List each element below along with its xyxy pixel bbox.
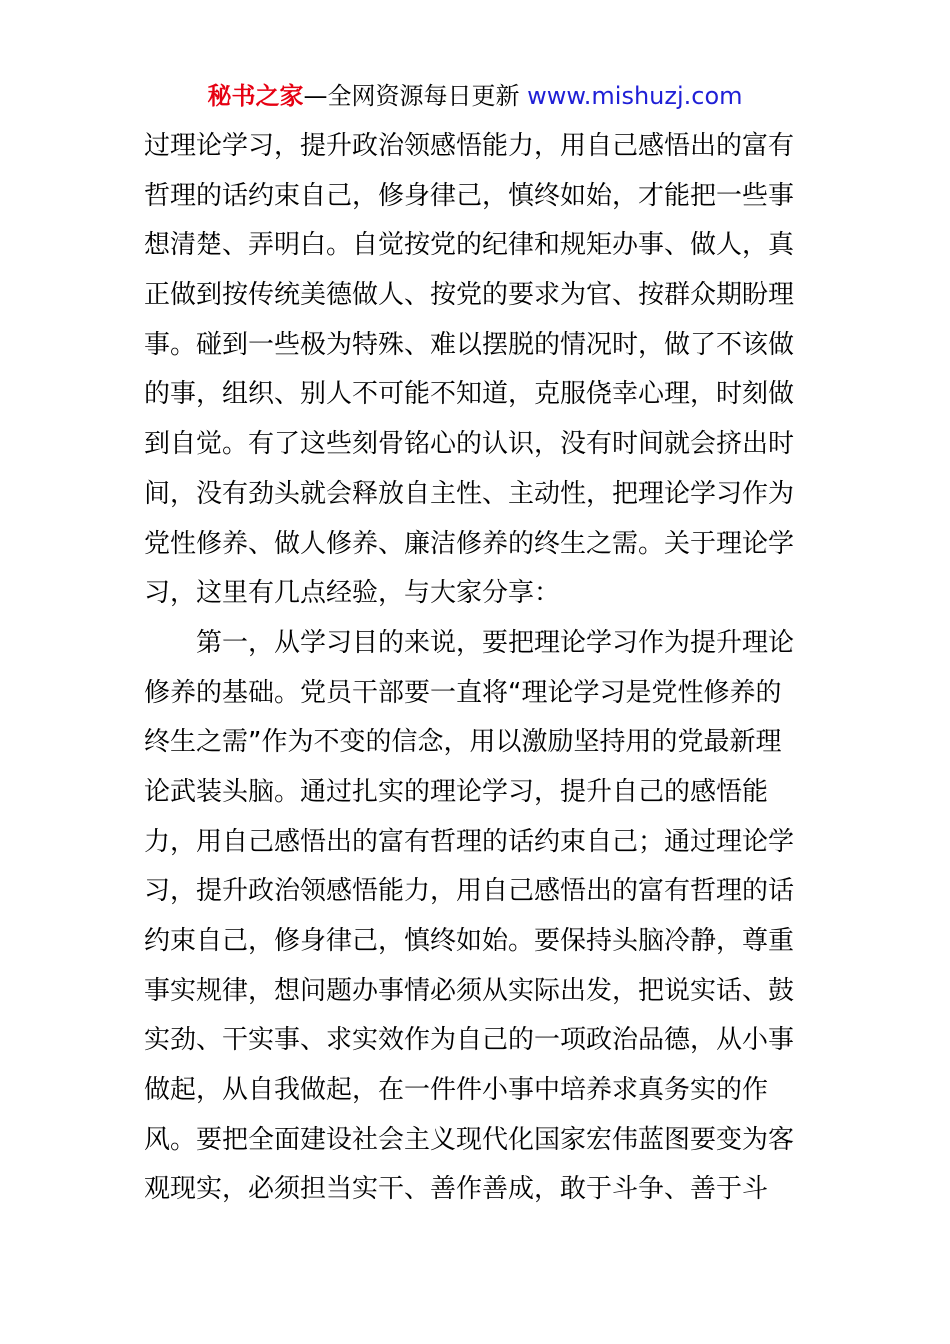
site-header — [0, 80, 950, 112]
text-line: 党性修养、做人修养、廉洁修养的终生之需。关于理论学 — [144, 528, 795, 559]
text-line: 习，提升政治领感悟能力，用自己感悟出的富有哲理的话 — [144, 876, 795, 907]
text-line: 观现实，必须担当实干、善作善成，敢于斗争、善于斗 — [144, 1174, 769, 1205]
paragraph-start-line: 第一，从学习目的来说，要把理论学习作为提升理论 — [144, 627, 795, 658]
site-tagline: —全网资源每日更新 — [303, 82, 528, 110]
text-line: 做起，从自我做起，在一件件小事中培养求真务实的作 — [144, 1075, 769, 1106]
text-line: 事。碰到一些极为特殊、难以摆脱的情况时，做了不该做 — [144, 329, 795, 360]
text-line: 的事，组织、别人不可能不知道，克服侥幸心理，时刻做 — [144, 379, 795, 410]
site-url-link[interactable]: www.mishuzj.com — [527, 82, 743, 110]
text-line: 哲理的话约束自己，修身律己，慎终如始，才能把一些事 — [144, 180, 795, 211]
text-line: 正做到按传统美德做人、按党的要求为官、按群众期盼理 — [144, 280, 795, 311]
text-line: 过理论学习，提升政治领感悟能力，用自己感悟出的富有 — [144, 131, 795, 161]
text-line: 约束自己，修身律己，慎终如始。要保持头脑冷静，尊重 — [144, 926, 795, 956]
document-body — [144, 122, 806, 1215]
text-line: 间，没有劲头就会释放自主性、主动性，把理论学习作为 — [144, 478, 795, 509]
text-line: 终生之需”作为不变的信念，用以激励坚持用的党最新理 — [144, 727, 782, 758]
text-line: 到自觉。有了这些刻骨铭心的认识，没有时间就会挤出时 — [144, 429, 795, 460]
text-line: 论武装头脑。通过扎实的理论学习，提升自己的感悟能 — [144, 776, 769, 807]
text-line: 想清楚、弄明白。自觉按党的纪律和规矩办事、做人，真 — [144, 230, 795, 261]
text-line: 力，用自己感悟出的富有哲理的话约束自己；通过理论学 — [144, 826, 795, 857]
site-brand: 秘书之家 — [207, 82, 304, 110]
text-line: 修养的基础。党员干部要一直将“理论学习是党性修养的 — [144, 677, 782, 708]
text-line: 实劲、干实事、求实效作为自己的一项政治品德，从小事 — [144, 1025, 795, 1056]
text-line: 事实规律，想问题办事情必须从实际出发，把说实话、鼓 — [144, 975, 795, 1006]
text-line: 风。要把全面建设社会主义现代化国家宏伟蓝图要变为客 — [144, 1124, 795, 1155]
text-line: 习，这里有几点经验，与大家分享： — [144, 578, 561, 609]
